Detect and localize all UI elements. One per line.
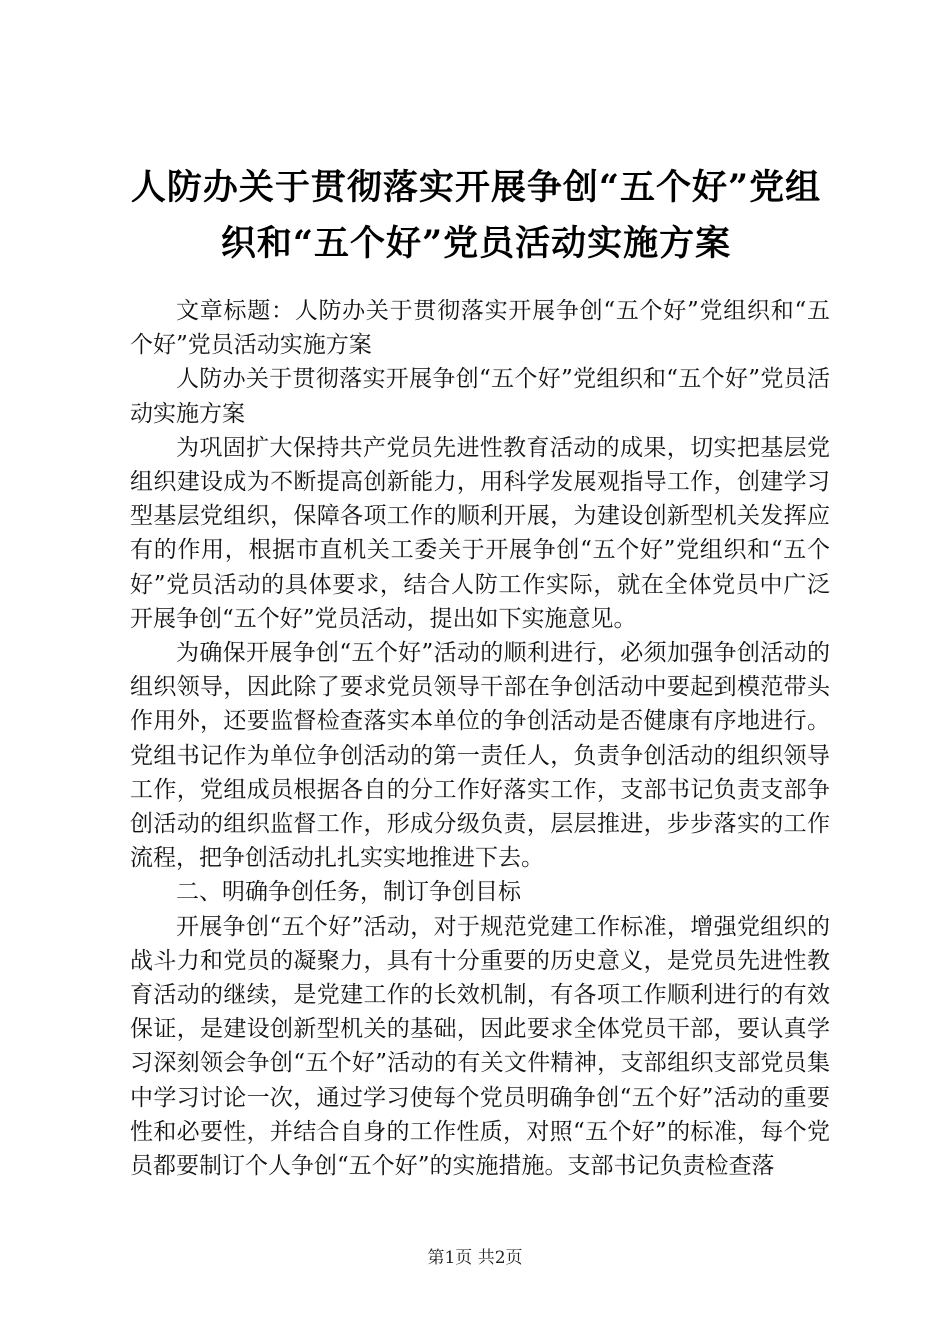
organization-paragraph: 为确保开展争创“五个好”活动的顺利进行，必须加强争创活动的组织领导，因此除了要求党员领导干部在争创活动中要起到模范带头作用外，还要监督检查落实本单位的争创活动是否健康有序地进行。党组书记作为单位争创活动的第一责任人，负责争创活动的组织领导工作，党组成员根据各自的分工作好落实工作，支部书记负责支部争创活动的组织监督工作，形成分级负责，层层推进，步步落实的工作流程，把争创活动扎扎实实地推进下去。 <box>130 640 830 872</box>
document-title <box>120 160 832 272</box>
tasks-paragraph: 开展争创“五个好”活动，对于规范党建工作标准，增强党组织的战斗力和党员的凝聚力，具有十分重要的历史意义，是党员先进性教育活动的继续，是党建工作的长效机制，有各项工作顺利进行的有效保证，是建设创新型机关的基础，因此要求全体党员干部，要认真学习深刻领会争创“五个好”活动的有关文件精神，支部组织支部党员集中学习讨论一次，通过学习使每个党员明确争创“五个好”活动的重要性和必要性，并结合自身的工作性质，对照“五个好”的标准，每个党员都要制订个人争创“五个好”的实施措施。支部书记负责检查落 <box>130 913 830 1180</box>
page-number-footer: 第1页 共2页 <box>427 1248 523 1268</box>
section-heading-2: 二、明确争创任务，制订争创目标 <box>176 879 521 906</box>
article-title-paragraph: 文章标题：人防办关于贯彻落实开展争创“五个好”党组织和“五个好”党员活动实施方案 <box>130 298 830 359</box>
repeated-title-paragraph: 人防办关于贯彻落实开展争创“五个好”党组织和“五个好”党员活动实施方案 <box>130 366 830 427</box>
title-line-2: 织和“五个好”党员活动实施方案 <box>220 223 732 264</box>
document-body <box>130 294 830 1183</box>
title-line-1: 人防办关于贯彻落实开展争创“五个好”党组 <box>130 167 822 208</box>
intro-paragraph: 为巩固扩大保持共产党员先进性教育活动的成果，切实把基层党组织建设成为不断提高创新能力，用科学发展观指导工作，创建学习型基层党组织，保障各项工作的顺利开展，为建设创新型机关发挥应有的作用，根据市直机关工委关于开展争创“五个好”党组织和“五个好”党员活动的具体要求，结合人防工作实际，就在全体党员中广泛开展争创“五个好”党员活动，提出如下实施意见。 <box>130 434 830 632</box>
